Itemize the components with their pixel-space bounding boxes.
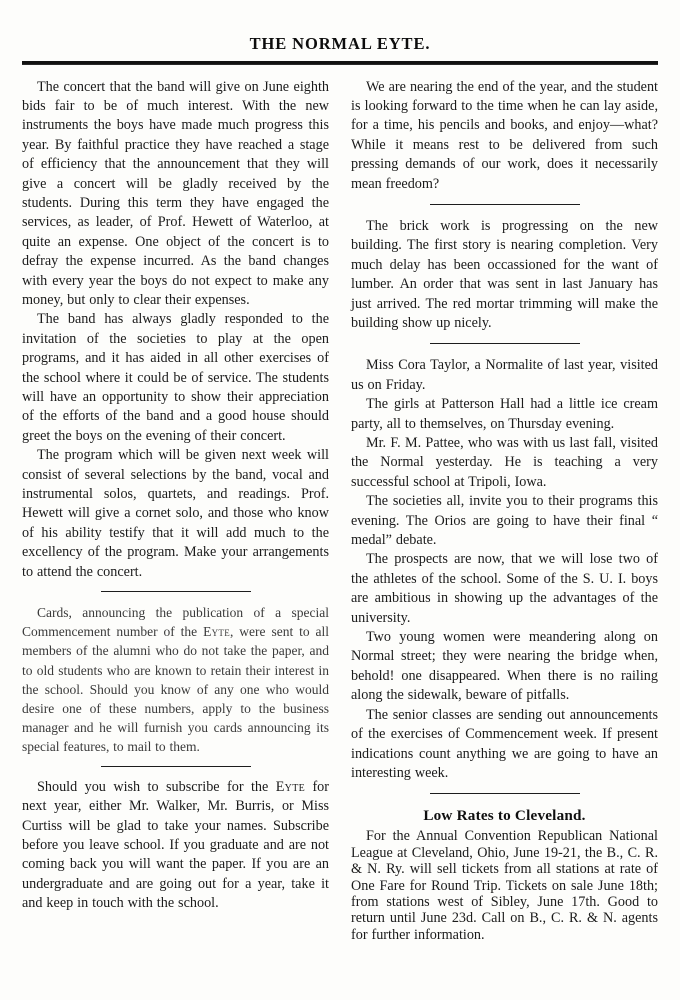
paragraph-end-of-year: We are nearing the end of the year, and the student is looking forward to the time when he can lay aside, for a time, his pencils and books, and enjoy—what? While it means rest to be delivered from such pressing demands of our work, does it necessarily mean freedom? bbox=[351, 78, 658, 192]
section-heading-low-rates: Low Rates to Cleveland. bbox=[423, 807, 586, 825]
page-title: THE NORMAL EYTE. bbox=[249, 34, 431, 53]
section-divider bbox=[101, 766, 251, 767]
section-divider bbox=[430, 793, 580, 794]
subscribe-text-after: for next year, either Mr. Walker, Mr. Burris, or Miss Curtiss will be glad to take your names. Subscribe before you leave school. If you graduate and are not coming back you will want the paper. If you are an undergraduate and are going out for a year, take it and keep in touch with the school. bbox=[22, 778, 329, 912]
paragraph-cora-taylor: Miss Cora Taylor, a Normalite of last year, visited us on Friday. bbox=[351, 357, 658, 393]
left-column bbox=[22, 78, 329, 914]
paper-name-smallcaps: Eyte bbox=[203, 624, 231, 640]
paragraph-band-societies: The band has always gladly responded to the invitation of the societies to play at the open programs, and it has aided in all other exercises of the school where it could be of service. The students will have an opportunity to show their appreciation of the efforts of the band and a good house should greet the boys on the evening of their concert. bbox=[22, 311, 329, 444]
paragraph-pattee: Mr. F. M. Pattee, who was with us last fall, visited the Normal yesterday. He is teaching a very successful school at Tripoli, Iowa. bbox=[351, 435, 658, 490]
commencement-cards-text-after: , were sent to all members of the alumni who do not take the paper, and to old students who are known to retain their interest in the school. Should you know of any one who would desire one of these numbers, apply to the business manager and he will furnish you cards announcing its special features, to mail to them. bbox=[22, 624, 329, 755]
paragraph-brick-work: The brick work is progressing on the new building. The first story is nearing completion. Very much delay has been occassioned for the want of lumber. An order that was sent in last January has just arrived. The red mortar trimming will make the building show up nicely. bbox=[351, 217, 658, 331]
commencement-cards-text-before: Cards, announcing the publication of a special Commencement number of the bbox=[22, 605, 329, 640]
paragraph-two-young-women: Two young women were meandering along on Normal street; they were nearing the bridge when, behold! one disappeared. When there is no railing along the sidewalk, beware of pitfalls. bbox=[351, 629, 658, 704]
paragraph-senior-classes: The senior classes are sending out announcements of the exercises of Commencement week. If present indications count anything we are going to have an interesting week. bbox=[351, 706, 658, 781]
paragraph-commencement-cards bbox=[22, 603, 329, 757]
paper-name-smallcaps: Eyte bbox=[275, 778, 306, 795]
paragraph-cleveland-notice: For the Annual Convention Republican National League at Cleveland, Ohio, June 19-21, the B., C. R. & N. Ry. will sell tickets from all stations at rate of One Fare for Round Trip. Tickets on sale June 18th; from stations west of Sibley, June 17th. Good to return until June 23d. Call on B., C. R. & N. agents for further information. bbox=[351, 828, 658, 943]
section-divider bbox=[101, 591, 251, 592]
article-columns bbox=[0, 65, 680, 944]
right-column bbox=[351, 78, 658, 944]
subscribe-text-before: Should you wish to subscribe for the bbox=[37, 778, 276, 795]
section-divider bbox=[430, 204, 580, 205]
section-divider bbox=[430, 343, 580, 344]
paragraph-societies-programs: The societies all, invite you to their programs this evening. The Orios are going to have their final “ medal” debate. bbox=[351, 493, 658, 549]
paragraph-band-concert: The concert that the band will give on June eighth bids fair to be of much interest. With the new instruments the boys have made much progress this year. By faithful practice they have reached a stage of efficiency that the announcement that they will give a concert will be gladly received by the students. During this term they have engaged the services, as leader, of Prof. Hewett of Waterloo, at quite an expense. One object of the concert is to defray the expense incurred. As the band changes with every year the boys do not expect to make any money, but only to clear their expenses. bbox=[22, 78, 329, 308]
masthead bbox=[0, 0, 680, 53]
paragraph-band-program: The program which will be given next week will consist of several selections by the band, vocal and instrumental solos, quartets, and readings. Prof. Hewett will give a cornet solo, and those who know of his ability testify that it will add much to the excellency of the program. Make your arrangements to attend the concert. bbox=[22, 447, 329, 580]
paragraph-athletes: The prospects are now, that we will lose two of the athletes of the school. Some of the S. U. I. boys are ambitious in showing up the advantages of the university. bbox=[351, 551, 658, 626]
paragraph-subscribe bbox=[22, 778, 329, 914]
paragraph-patterson-hall: The girls at Patterson Hall had a little ice cream party, all to themselves, on Thursday evening. bbox=[351, 396, 658, 432]
